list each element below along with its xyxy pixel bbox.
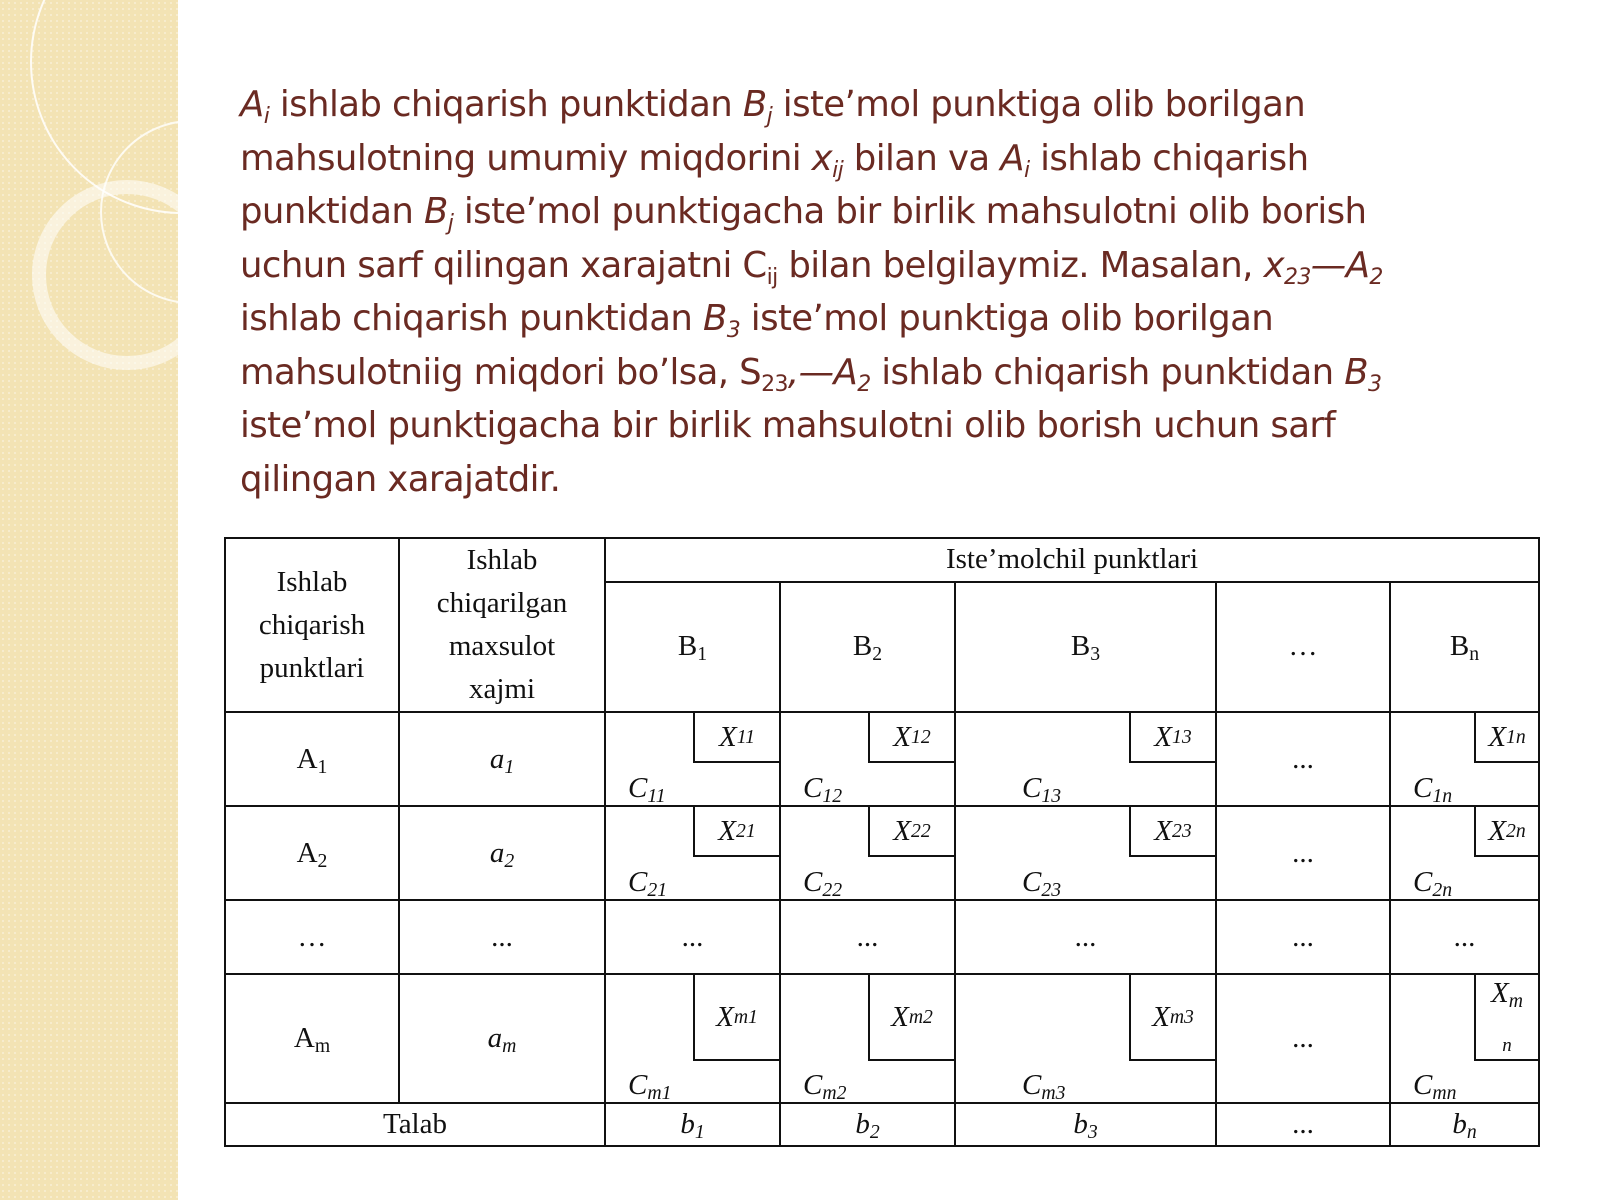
header-ellipsis: … [1216,582,1390,713]
x-box: X m2 [868,975,954,1061]
demand-label: Talab [225,1103,605,1146]
ellipsis-cell: ... [1216,806,1390,900]
header-b3: $B_3$ [955,582,1216,713]
cost-cell [1390,974,1539,1103]
cost-label: $C_{m1}$ [628,1069,672,1104]
row-volume: $a_m$ [399,974,605,1103]
cost-label: $C_{mn}$ [1413,1069,1457,1104]
x-box: X 23 [1129,807,1215,857]
cost-cell [780,806,955,900]
cost-cell [955,712,1216,806]
cost-label: $C_{2n}$ [1413,866,1453,901]
header-consumer-points: Iste’molchil punktlari [605,538,1539,582]
table-row [225,974,1539,1103]
row-label: $A_m$ [225,974,399,1103]
row-label: $A_1$ [225,712,399,806]
ellipsis-cell: ... [399,900,605,974]
header-b2: $B_2$ [780,582,955,713]
cost-label: $C_{1n}$ [1413,772,1453,807]
x-box: X m3 [1129,975,1215,1061]
cost-cell [605,974,780,1103]
cost-cell [955,974,1216,1103]
ellipsis-cell: ... [1216,900,1390,974]
row-volume: $a_2$ [399,806,605,900]
cost-label: $C_{23}$ [1022,866,1062,901]
table-row [225,900,1539,974]
x-box: X 11 [693,713,779,763]
ellipsis-cell: ... [1216,974,1390,1103]
cost-label: $C_{22}$ [803,866,843,901]
cost-label: $C_{m3}$ [1022,1069,1066,1104]
demand-value: $b_n$ [1390,1103,1539,1146]
x-box: $X_m$ n [1474,975,1538,1061]
table-row [225,806,1539,900]
demand-value: $b_2$ [780,1103,955,1146]
cost-cell [1390,806,1539,900]
demand-value: $b_3$ [955,1103,1216,1146]
cost-cell [955,806,1216,900]
cost-label: $C_{12}$ [803,772,843,807]
ellipsis-cell: ... [955,900,1216,974]
ellipsis-cell: ... [780,900,955,974]
row-volume: $a_1$ [399,712,605,806]
header-bn: $B_n$ [1390,582,1539,713]
x-box: X m1 [693,975,779,1061]
x-box: X 13 [1129,713,1215,763]
cost-label: $C_{11}$ [628,772,666,807]
header-production-volume: Ishlab chiqarilgan maxsulot xajmi [399,538,605,712]
table-row [225,712,1539,806]
demand-row [225,1103,1539,1146]
x-box: X 2n [1474,807,1538,857]
cost-label: $C_{13}$ [1022,772,1062,807]
cost-cell [780,974,955,1103]
demand-value: ... [1216,1103,1390,1146]
description-paragraph: $A_i$ ishlab chiqarish punktidan $B_j$ iste’mol punktiga olib borilgan mahsulotning umumiy miqdorini $x_{ij}$ bilan va $A_i$ ishlab chiqarish punktidan $B_j$ iste’mol punktigacha bir birlik mahsulotni olib borish uchun sarf qilingan xarajatni $C_{ij}$ bilan belgilaymiz. Masalan, $x_{23}—A_2$ ishlab chiqarish punktidan $B_3$ iste’mol punktiga olib borilgan mahsulotniig miqdori bo’lsa, $S_{23},—A_2$ ishlab chiqarish punktidan $B_3$ iste’mol punktigacha bir birlik mahsulotni olib borish uchun sarf qilingan xarajatdir. [240,84,1383,500]
row-label: $A_2$ [225,806,399,900]
ellipsis-cell: ... [1216,712,1390,806]
cost-cell [1390,712,1539,806]
transport-table [224,537,1540,1147]
cost-label: $C_{21}$ [628,866,668,901]
cost-cell [605,806,780,900]
x-box: X 12 [868,713,954,763]
header-b1: $B_1$ [605,582,780,713]
header-production-points: Ishlab chiqarish punktlari [225,538,399,712]
cost-label: $C_{m2}$ [803,1069,847,1104]
ellipsis-cell: … [225,900,399,974]
ellipsis-cell: ... [1390,900,1539,974]
decorative-sidebar [0,0,178,1200]
demand-value: $b_1$ [605,1103,780,1146]
x-box: X 1n [1474,713,1538,763]
x-box: X 21 [693,807,779,857]
cost-cell [780,712,955,806]
x-box: X 22 [868,807,954,857]
ellipsis-cell: ... [605,900,780,974]
cost-cell [605,712,780,806]
